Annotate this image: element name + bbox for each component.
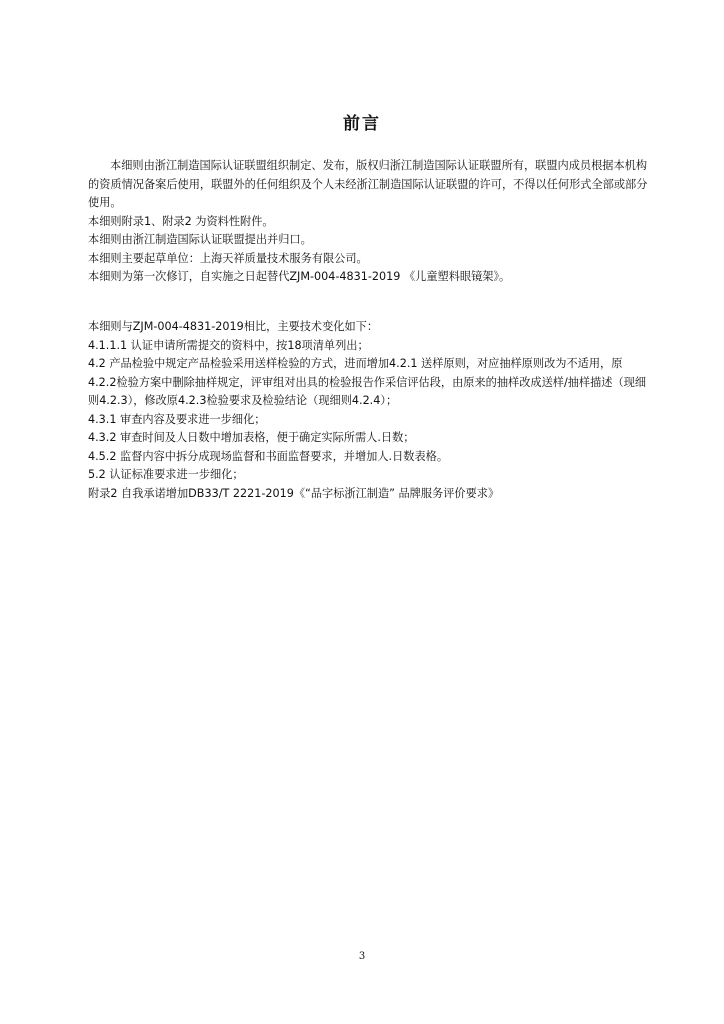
page-number: 3 (358, 951, 366, 962)
change-item: 4.2 产品检验中规定产品检验采用送样检验的方式，进而增加4.2.1 送样原则，对应抽样原则改为不适用，原4.2.2检验方案中删除抽样规定，评审组对出具的检验报告作采信评估段，由原来的抽样改成送样/抽样描述（现细则4.2.3），修改原4.2.3检验要求及检验结论（现细则4.2.4）； (88, 357, 647, 407)
revision-note: 本细则为第一次修订，自实施之日起替代ZJM-004-4831-2019 《儿童塑料眼镜架》。 (88, 270, 511, 283)
appendix-note: 本细则附录1、附录2 为资料性附件。 (88, 214, 274, 228)
changes-section (88, 318, 648, 503)
change-item: 附录2 自我承诺增加DB33/T 2221-2019《“品字标浙江制造” 品牌服务评价要求》 (88, 486, 500, 500)
changes-heading: 本细则与ZJM-004-4831-2019相比，主要技术变化如下： (88, 320, 379, 333)
page-title: 前言 (343, 114, 381, 134)
change-item: 5.2 认证标准要求进一步细化； (88, 468, 244, 481)
drafter-note: 本细则主要起草单位：上海天祥质量技术服务有限公司。 (88, 251, 368, 265)
preface-section (88, 157, 648, 287)
proposer-note: 本细则由浙江制造国际认证联盟提出并归口。 (88, 233, 312, 246)
change-item: 4.1.1.1 认证申请所需提交的资料中，按18项清单列出； (88, 338, 369, 352)
intro-paragraph: 本细则由浙江制造国际认证联盟组织制定、发布，版权归浙江制造国际认证联盟所有，联盟内成员根据本机构的资质情况备案后使用，联盟外的任何组织及个人未经浙江制造国际认证联盟的许可，不得以任何形式全部或部分使用。 (88, 159, 648, 209)
change-item: 4.5.2 监督内容中拆分成现场监督和书面监督要求，并增加人.日数表格。 (88, 449, 449, 463)
change-item: 4.3.2 审查时间及人日数中增加表格，便于确定实际所需人.日数； (88, 431, 415, 444)
change-item: 4.3.1 审查内容及要求进一步细化； (88, 412, 266, 426)
